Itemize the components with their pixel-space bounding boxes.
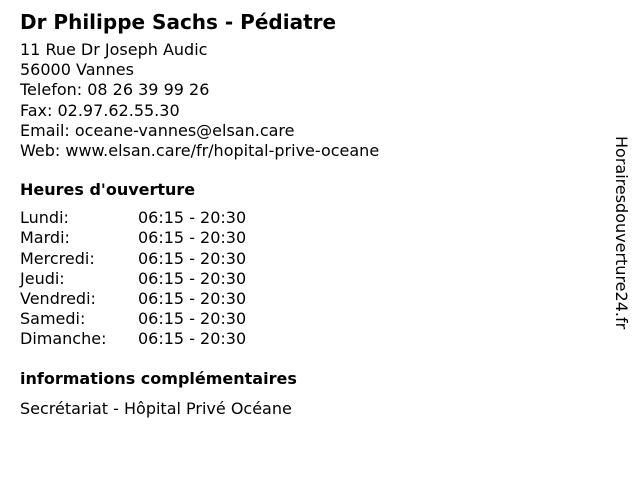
info-heading: informations complémentaires xyxy=(20,368,297,388)
hours-heading: Heures d'ouverture xyxy=(20,180,196,200)
city-address: 56000 Vannes xyxy=(20,60,134,80)
hours-row-wednesday xyxy=(20,249,600,269)
info-text: Secrétariat - Hôpital Privé Océane xyxy=(20,398,292,418)
hours-row-monday xyxy=(20,208,600,228)
time-range: 06:15 - 20:30 xyxy=(138,248,247,268)
time-range: 06:15 - 20:30 xyxy=(138,329,247,349)
day-label: Jeudi: xyxy=(20,268,65,288)
time-range: 06:15 - 20:30 xyxy=(138,289,247,309)
phone-number[interactable]: Telefon: 08 26 39 99 26 xyxy=(20,80,210,100)
time-range: 06:15 - 20:30 xyxy=(138,228,247,248)
time-range: 06:15 - 20:30 xyxy=(138,309,247,329)
day-label: Mardi: xyxy=(20,228,70,248)
time-range: 06:15 - 20:30 xyxy=(138,268,247,288)
day-label: Samedi: xyxy=(20,309,86,329)
street-address: 11 Rue Dr Joseph Audic xyxy=(20,40,208,59)
address-block xyxy=(20,40,600,161)
hours-row-tuesday xyxy=(20,228,600,248)
email-address[interactable]: Email: oceane-vannes@elsan.care xyxy=(20,120,295,140)
day-label: Vendredi: xyxy=(20,289,96,309)
brand-watermark: Horairesdouverture24.fr xyxy=(612,136,631,330)
time-range: 06:15 - 20:30 xyxy=(138,208,247,228)
hours-row-saturday xyxy=(20,309,600,329)
fax-number: Fax: 02.97.62.55.30 xyxy=(20,100,180,120)
business-card xyxy=(20,10,600,419)
website-link[interactable]: Web: www.elsan.care/fr/hopital-prive-oceane xyxy=(20,141,380,161)
day-label: Dimanche: xyxy=(20,329,107,349)
day-label: Lundi: xyxy=(20,208,69,228)
hours-row-sunday xyxy=(20,329,600,349)
hours-row-friday xyxy=(20,289,600,309)
hours-row-thursday xyxy=(20,269,600,289)
hours-table xyxy=(20,208,600,349)
day-label: Mercredi: xyxy=(20,248,95,268)
page-title: Dr Philippe Sachs - Pédiatre xyxy=(20,10,337,34)
